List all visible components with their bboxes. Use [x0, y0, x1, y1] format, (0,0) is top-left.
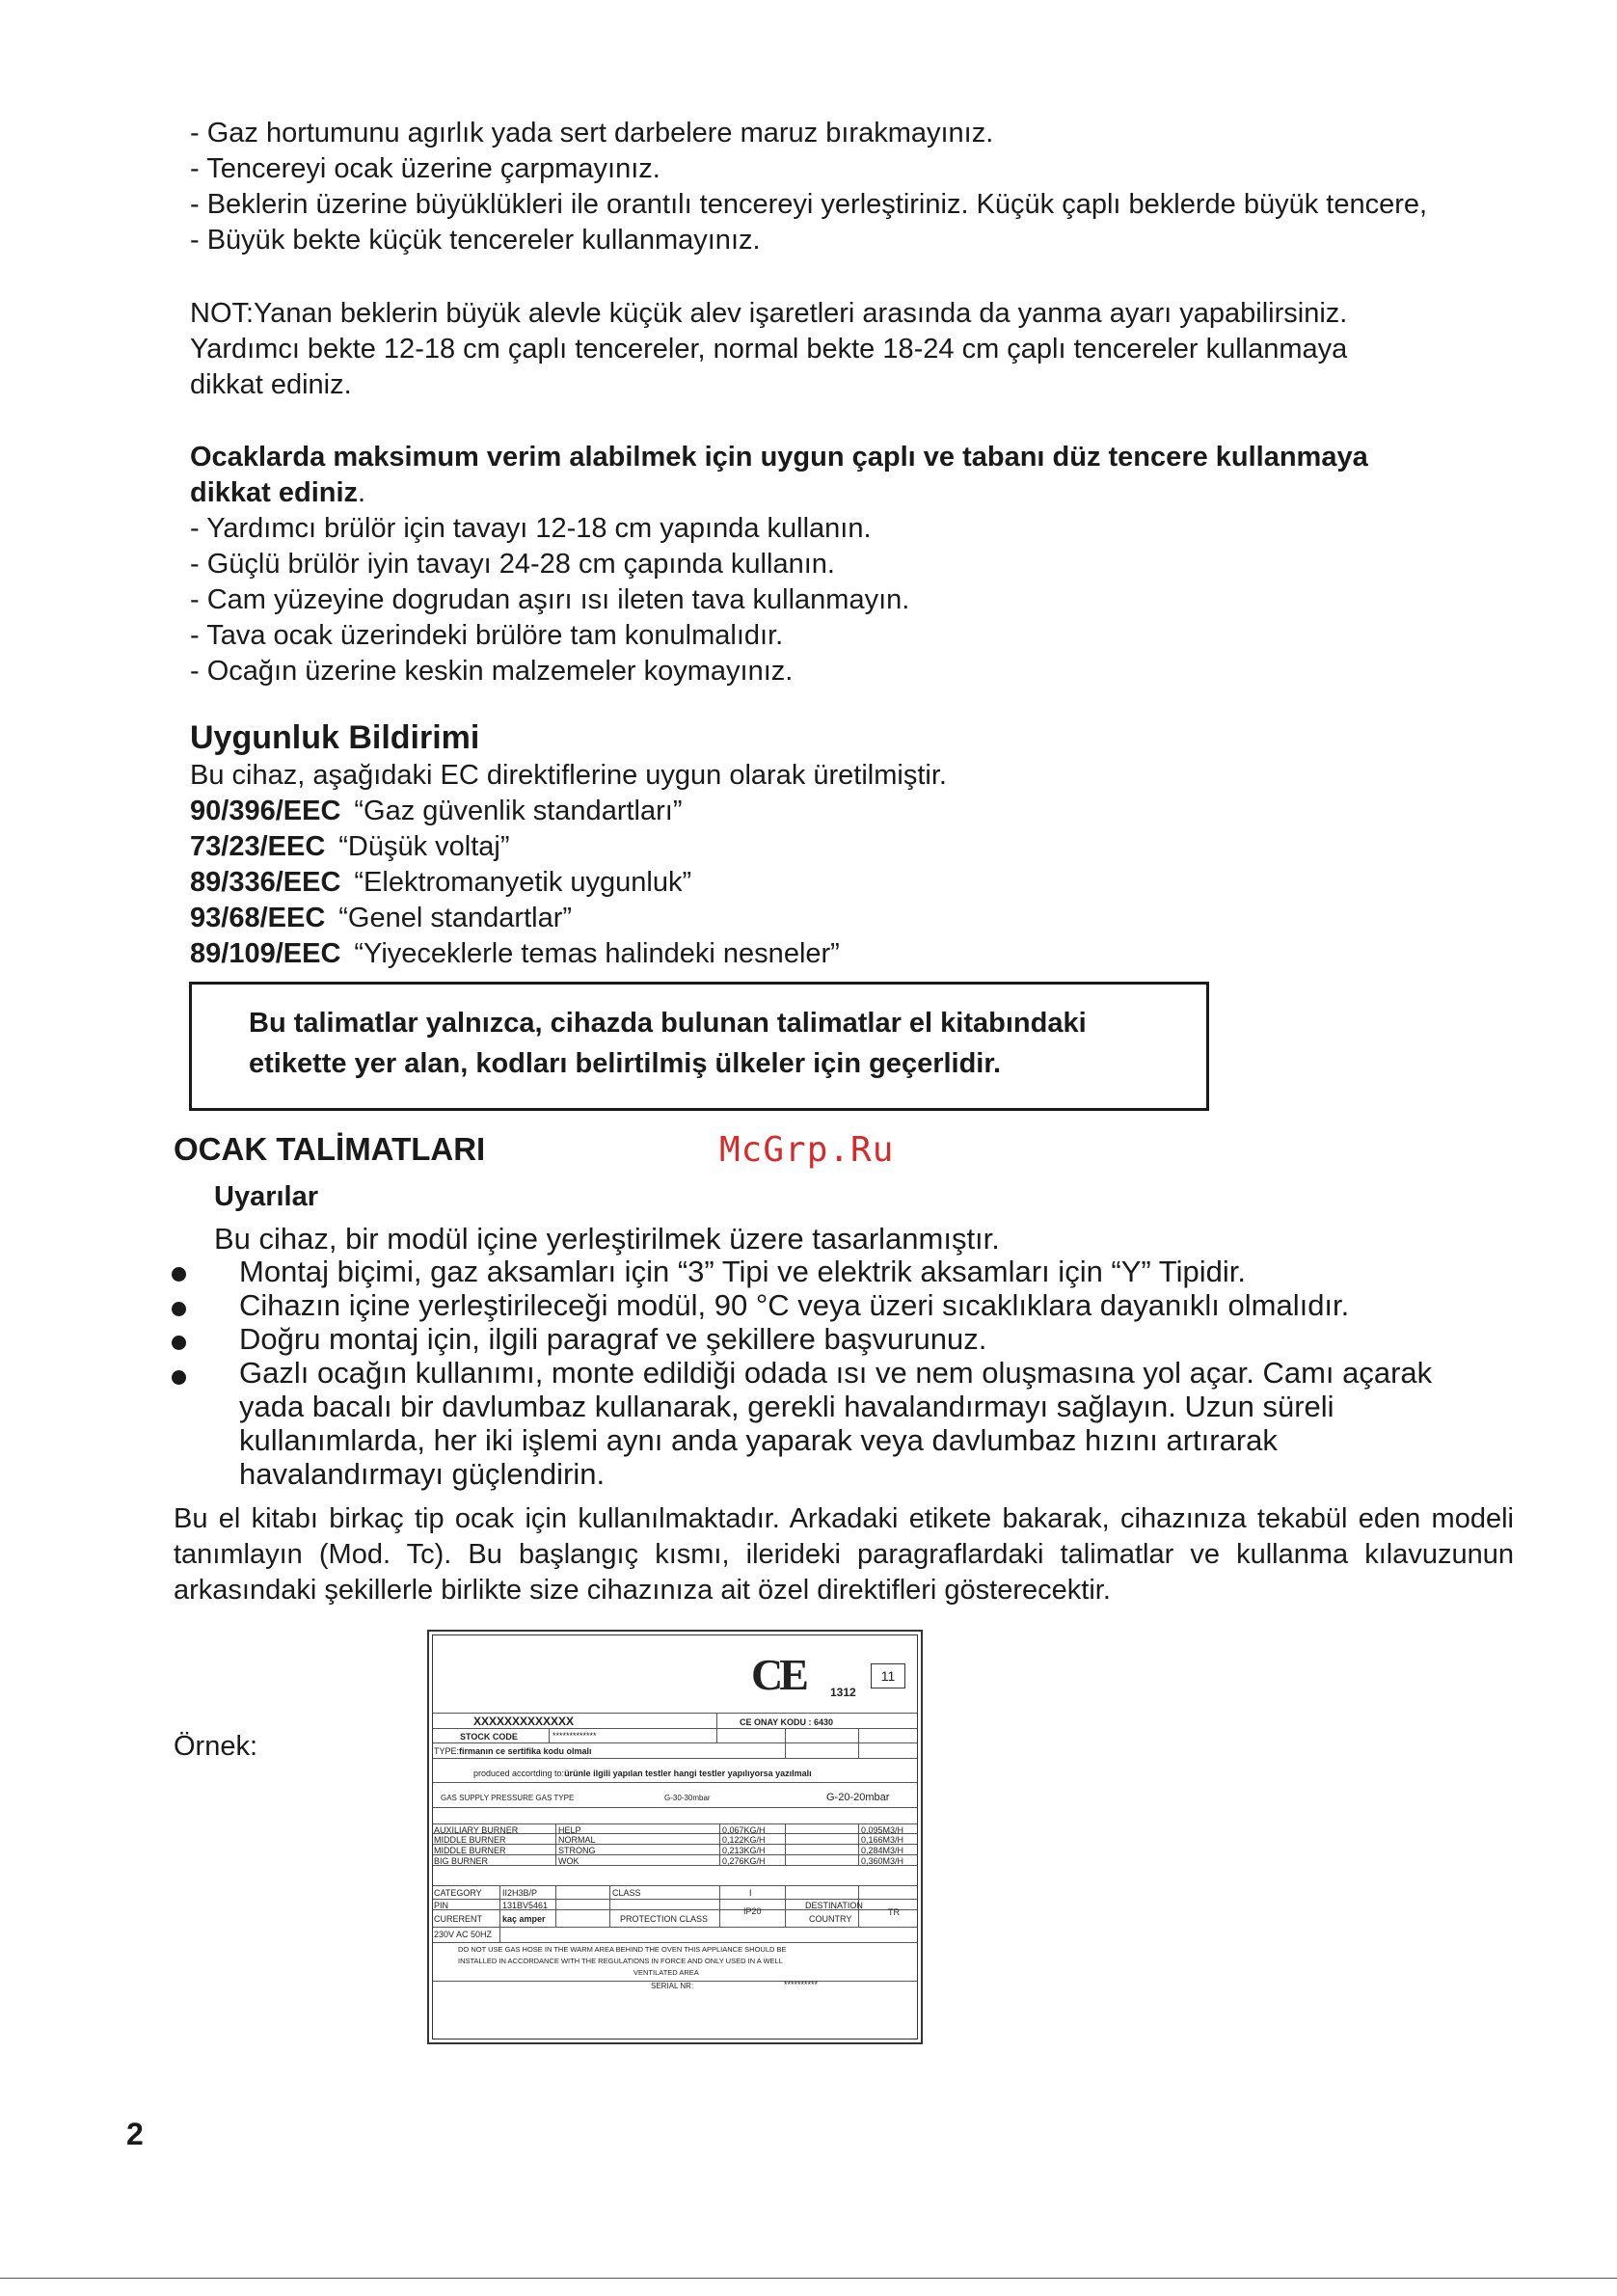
- bottom-divider: [0, 2278, 1617, 2279]
- directive-row: [190, 829, 510, 865]
- plate-protection-value: IP20: [743, 1906, 762, 1916]
- note-line: NOT:Yanan beklerin büyük alevle küçük alev işaretleri arasında da yanma ayarı yapabilirsiniz.: [190, 298, 1348, 329]
- pan-warning-line: - Büyük bekte küçük tencereler kullanmayınız.: [190, 225, 761, 256]
- plate-protection-label: PROTECTION CLASS: [620, 1914, 709, 1924]
- burner-g30: 0,122KG/H: [722, 1835, 766, 1845]
- burner-type: HELP: [558, 1825, 581, 1835]
- plate-produced: [473, 1768, 812, 1779]
- plate-category-label: CATEGORY: [434, 1888, 482, 1898]
- burner-name: BIG BURNER: [434, 1856, 489, 1866]
- bullet-dot: [172, 1267, 186, 1282]
- burner-type: NORMAL: [558, 1835, 596, 1845]
- efficiency-heading-bold: dikkat ediniz: [190, 477, 359, 508]
- burner-g30: 0,067KG/H: [722, 1825, 766, 1835]
- plate-gas-header: GAS SUPPLY PRESSURE GAS TYPE: [441, 1794, 575, 1802]
- plate-type-value: firmanın ce sertifika kodu olmalı: [459, 1746, 592, 1756]
- paragraph-line: Bu el kitabı birkaç tip ocak için kullanılmaktadır. Arkadaki etikete bakarak, cihazınıza tekabül eden modeli: [174, 1503, 1514, 1534]
- plate-produced-value: ürünle ilgili yapılan testler hangi testler yapılıyorsa yazılmalı: [564, 1769, 812, 1778]
- warnings-subtitle: Uyarılar: [214, 1181, 319, 1212]
- bullet-item-cont: havalandırmayı güçlendirin.: [239, 1457, 606, 1491]
- burner-g30: 0,213KG/H: [722, 1846, 766, 1855]
- notice-box: [189, 982, 1209, 1111]
- plate-destination-value: TR: [888, 1907, 900, 1917]
- bullet-item-cont: yada bacalı bir davlumbaz kullanarak, gerekli havalandırmayı sağlayın. Uzun süreli: [239, 1390, 1334, 1423]
- directive-code: 89/109/EEC: [190, 938, 341, 969]
- watermark-link[interactable]: McGrp.Ru: [719, 1130, 895, 1170]
- directive-code: 89/336/EEC: [190, 867, 341, 898]
- directive-desc: “Gaz güvenlik standartları”: [354, 796, 683, 826]
- efficiency-item: - Cam yüzeyine dogrudan aşırı ısı ileten tava kullanmayın.: [190, 584, 910, 615]
- burner-g20: 0,166M3/H: [861, 1835, 904, 1845]
- plate-gas-col2: G-20-20mbar: [826, 1792, 890, 1803]
- directive-row: [190, 901, 572, 936]
- efficiency-heading: Ocaklarda maksimum verim alabilmek için uygun çaplı ve tabanı düz tencere kullanmaya: [190, 442, 1368, 473]
- efficiency-item: - Ocağın üzerine keskin malzemeler koymayınız.: [190, 656, 794, 687]
- manual-paragraph: [174, 1501, 1514, 1608]
- bullet-item: Montaj biçimi, gaz aksamları için “3” Tipi ve elektrik aksamları için “Y” Tipidir.: [239, 1255, 1246, 1288]
- plate-destination-label-2: COUNTRY: [809, 1914, 852, 1924]
- conformity-title: Uygunluk Bildirimi: [190, 719, 480, 756]
- plate-gas-col1: G-30-30mbar: [664, 1794, 711, 1802]
- plate-ce-approval: CE ONAY KODU : 6430: [740, 1717, 834, 1727]
- notice-line-2: etikette yer alan, kodları belirtilmiş ülkeler için geçerlidir.: [249, 1048, 1002, 1079]
- burner-g20: 0,095M3/H: [861, 1825, 904, 1835]
- page-number: 2: [126, 2117, 144, 2151]
- directive-row: [190, 936, 840, 972]
- plate-voltage: 230V AC 50HZ: [434, 1930, 493, 1939]
- pan-warning-line: - Tencereyi ocak üzerine çarpmayınız.: [190, 153, 660, 184]
- efficiency-item: - Tava ocak üzerindeki brülöre tam konulmalıdır.: [190, 620, 784, 651]
- bullet-dot: [172, 1302, 186, 1316]
- plate-warning-1: DO NOT USE GAS HOSE IN THE WARM AREA BEHIND THE OVEN THIS APPLIANCE SHOULD BE: [458, 1945, 787, 1954]
- plate-current-value: kaç amper: [502, 1914, 546, 1924]
- plate-model: XXXXXXXXXXXXX: [473, 1715, 575, 1728]
- bullet-dot: [172, 1370, 186, 1385]
- directive-row: [190, 794, 682, 829]
- burner-name: MIDDLE BURNER: [434, 1835, 506, 1845]
- burner-g30: 0,276KG/H: [722, 1856, 766, 1866]
- plate-class-label: CLASS: [612, 1888, 641, 1898]
- plate-warning-2: INSTALLED IN ACCORDANCE WITH THE REGULATIONS IN FORCE AND ONLY USED IN A WELL: [458, 1957, 783, 1965]
- plate-type: [434, 1745, 592, 1757]
- conformity-intro: Bu cihaz, aşağıdaki EC direktiflerine uygun olarak üretilmiştir.: [190, 760, 947, 791]
- bullet-item: Doğru montaj için, ilgili paragraf ve şekillere başvurunuz.: [239, 1322, 987, 1356]
- plate-serial-label: SERIAL NR:: [651, 1982, 694, 1990]
- burner-g20: 0,284M3/H: [861, 1846, 904, 1855]
- plate-category-value: II2H3B/P: [502, 1888, 538, 1898]
- bullet-item: Gazlı ocağın kullanımı, monte edildiği odada ısı ve nem oluşmasına yol açar. Camı açarak: [239, 1356, 1433, 1390]
- plate-pin-value: 131BV5461: [502, 1901, 549, 1910]
- burner-g20: 0,360M3/H: [861, 1856, 904, 1866]
- ce-mark-icon: CE: [751, 1650, 805, 1699]
- note-line: Yardımcı bekte 12-18 cm çaplı tencereler, normal bekte 18-24 cm çaplı tencereler kullanmaya: [190, 334, 1348, 365]
- directive-code: 90/396/EEC: [190, 796, 341, 826]
- plate-serial-value: **********: [784, 1980, 819, 1989]
- directive-desc: “Genel standartlar”: [338, 903, 573, 933]
- plate-current-label: CURERENT: [434, 1914, 483, 1924]
- warnings-intro: Bu cihaz, bir modül içine yerleştirilmek üzere tasarlanmıştır.: [214, 1222, 1000, 1256]
- directive-desc: “Düşük voltaj”: [338, 831, 510, 862]
- pan-warning-line: - Beklerin üzerine büyüklükleri ile orantılı tencereyi yerleştiriniz. Küçük çaplı beklerde büyük tencere,: [190, 189, 1428, 220]
- burner-name: AUXILIARY BURNER: [434, 1825, 519, 1835]
- plate-destination-label-1: DESTINATION: [805, 1901, 863, 1910]
- note-line: dikkat ediniz.: [190, 369, 352, 400]
- bullet-item-cont: kullanımlarda, her iki işlemi aynı anda yaparak veya davlumbaz hızını artırarak: [239, 1423, 1278, 1457]
- ocak-title: OCAK TALİMATLARI: [174, 1131, 486, 1167]
- plate-stock-code-label: STOCK CODE: [460, 1732, 518, 1742]
- plate-stock-code: *************: [552, 1731, 597, 1741]
- efficiency-item: - Yardımcı brülör için tavayı 12-18 cm yapında kullanın.: [190, 513, 872, 544]
- paragraph-line: tanımlayın (Mod. Tc). Bu başlangıç kısmı, ilerideki paragraflardaki talimatlar ve kullanma kılavuzunun: [174, 1539, 1514, 1570]
- plate-produced-prefix: produced accortding to:: [473, 1769, 565, 1778]
- plate-box-number: 11: [871, 1663, 905, 1688]
- rating-plate-inner: [432, 1634, 918, 2039]
- example-label: Örnek:: [174, 1731, 258, 1762]
- paragraph-line: arkasındaki şekillerle birlikte size cihazınıza ait özel direktifleri gösterecektir.: [174, 1575, 1111, 1606]
- plate-warning-3: VENTILATED AREA: [633, 1968, 699, 1977]
- burner-type: STRONG: [558, 1846, 596, 1855]
- plate-type-label: TYPE:: [434, 1746, 460, 1756]
- burner-name: MIDDLE BURNER: [434, 1846, 506, 1855]
- directive-code: 73/23/EEC: [190, 831, 326, 862]
- plate-pin-label: PIN: [434, 1901, 449, 1910]
- directive-code: 93/68/EEC: [190, 903, 326, 933]
- efficiency-heading-suffix: .: [358, 477, 366, 508]
- notice-line-1: Bu talimatlar yalnızca, cihazda bulunan talimatlar el kitabındaki: [249, 1008, 1087, 1039]
- rating-plate: [427, 1630, 923, 2044]
- plate-class-value: I: [749, 1888, 752, 1898]
- efficiency-item: - Güçlü brülör iyin tavayı 24-28 cm çapında kullanın.: [190, 549, 835, 580]
- efficiency-heading-2: [190, 475, 365, 511]
- bullet-item: Cihazın içine yerleştirileceği modül, 90 °C veya üzeri sıcaklıklara dayanıklı olmalıdır.: [239, 1288, 1350, 1322]
- pan-warning-line: - Gaz hortumunu agırlık yada sert darbelere maruz bırakmayınız.: [190, 118, 994, 149]
- bullet-dot: [172, 1336, 186, 1350]
- ce-number: 1312: [830, 1686, 856, 1699]
- burner-type: WOK: [558, 1856, 579, 1866]
- directive-desc: “Yiyeceklerle temas halindeki nesneler”: [354, 938, 840, 969]
- directive-desc: “Elektromanyetik uygunluk”: [354, 867, 692, 898]
- directive-row: [190, 865, 691, 901]
